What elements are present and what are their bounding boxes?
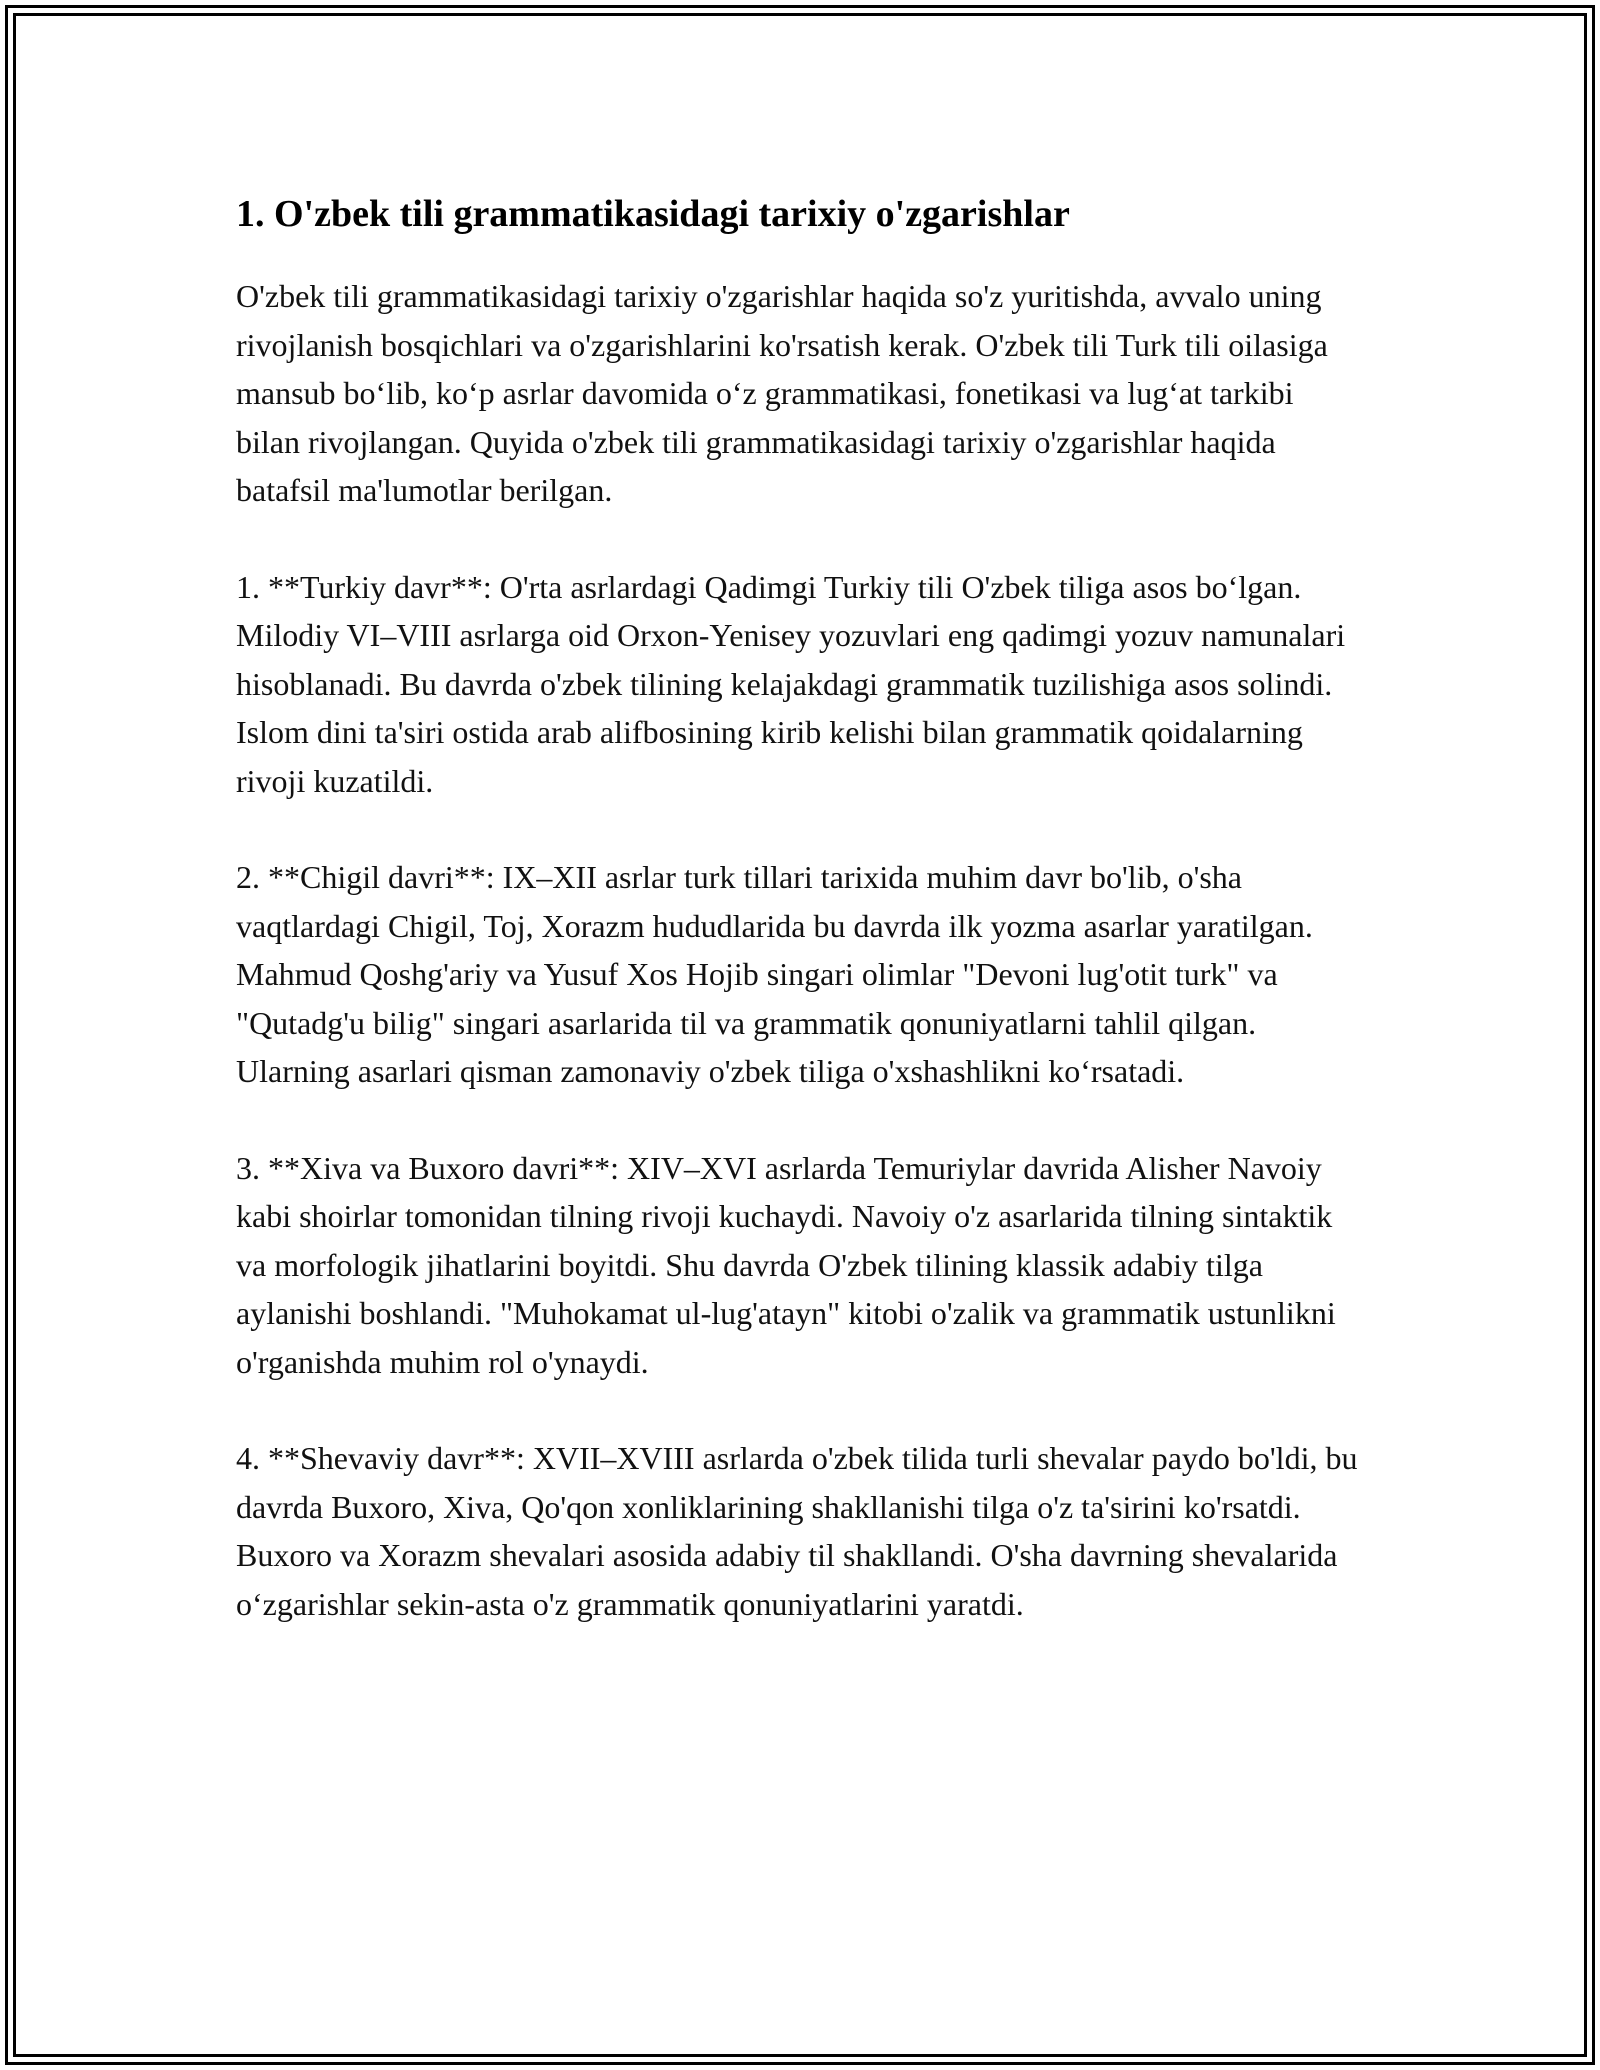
paragraph-chigil-davri: 2. **Chigil davri**: IX–XII asrlar turk tillari tarixida muhim davr bo'lib, o'sha vaqtlardagi Chigil, Toj, Xorazm hududlarida bu davrda ilk yozma asarlar yaratilgan. Mahmud Qoshg'ariy va Yusuf Xos Hojib singari olimlar "Devoni lug'otit turk" va "Qutadg'u bilig" singari asarlarida til va grammatik qonuniyatlarni tahlil qilgan. Ularning asarlari qisman zamonaviy o'zbek tiliga o'xshashlikni ko‘rsatadi. (236, 859, 1313, 1089)
intro-paragraph: O'zbek tili grammatikasidagi tarixiy o'zgarishlar haqida so'z yuritishda, avvalo uning rivojlanish bosqichlari va o'zgarishlarini ko'rsatish kerak. O'zbek tili Turk tili oilasiga mansub bo‘lib, ko‘p asrlar davomida o‘z grammatikasi, fonetikasi va lug‘at tarkibi bilan rivojlangan. Quyida o'zbek tili grammatikasidagi tarixiy o'zgarishlar haqida batafsil ma'lumotlar berilgan. (236, 278, 1328, 508)
paragraph-xiva-buxoro-davri: 3. **Xiva va Buxoro davri**: XIV–XVI asrlarda Temuriylar davrida Alisher Navoiy kabi shoirlar tomonidan tilning rivoji kuchaydi. Navoiy o'z asarlarida tilning sintaktik va morfologik jihatlarini boyitdi. Shu davrda O'zbek tilining klassik adabiy tilga aylanishi boshlandi. "Muhokamat ul-lug'atayn" kitobi o'zalik va grammatik ustunlikni o'rganishda muhim rol o'ynaydi. (236, 1149, 1336, 1380)
paragraph-turkiy-davr: 1. **Turkiy davr**: O'rta asrlardagi Qadimgi Turkiy tili O'zbek tiliga asos bo‘lgan. Milodiy VI–VIII asrlarga oid Orxon-Yenisey yozuvlari eng qadimgi yozuv namunalari hisoblanadi. Bu davrda o'zbek tilining kelajakdagi grammatik tuzilishiga asos solindi. Islom dini ta'siri ostida arab alifbosining kirib kelishi bilan grammatik qoidalarning rivoji kuzatildi. (236, 568, 1346, 799)
document-body (236, 186, 1364, 1676)
paragraph-shevaviy-davr: 4. **Shevaviy davr**: XVII–XVIII asrlarda o'zbek tilida turli shevalar paydo bo'ldi, bu davrda Buxoro, Xiva, Qo'qon xonliklarining shakllanishi tilga o'z ta'sirini ko'rsatdi. Buxoro va Xorazm shevalari asosida adabiy til shakllandi. O'sha davrning shevalarida o‘zgarishlar sekin-asta o'z grammatik qonuniyatlarini yaratdi. (236, 1440, 1358, 1622)
document-title: 1. O'zbek tili grammatikasidagi tarixiy o'zgarishlar (236, 193, 1070, 235)
